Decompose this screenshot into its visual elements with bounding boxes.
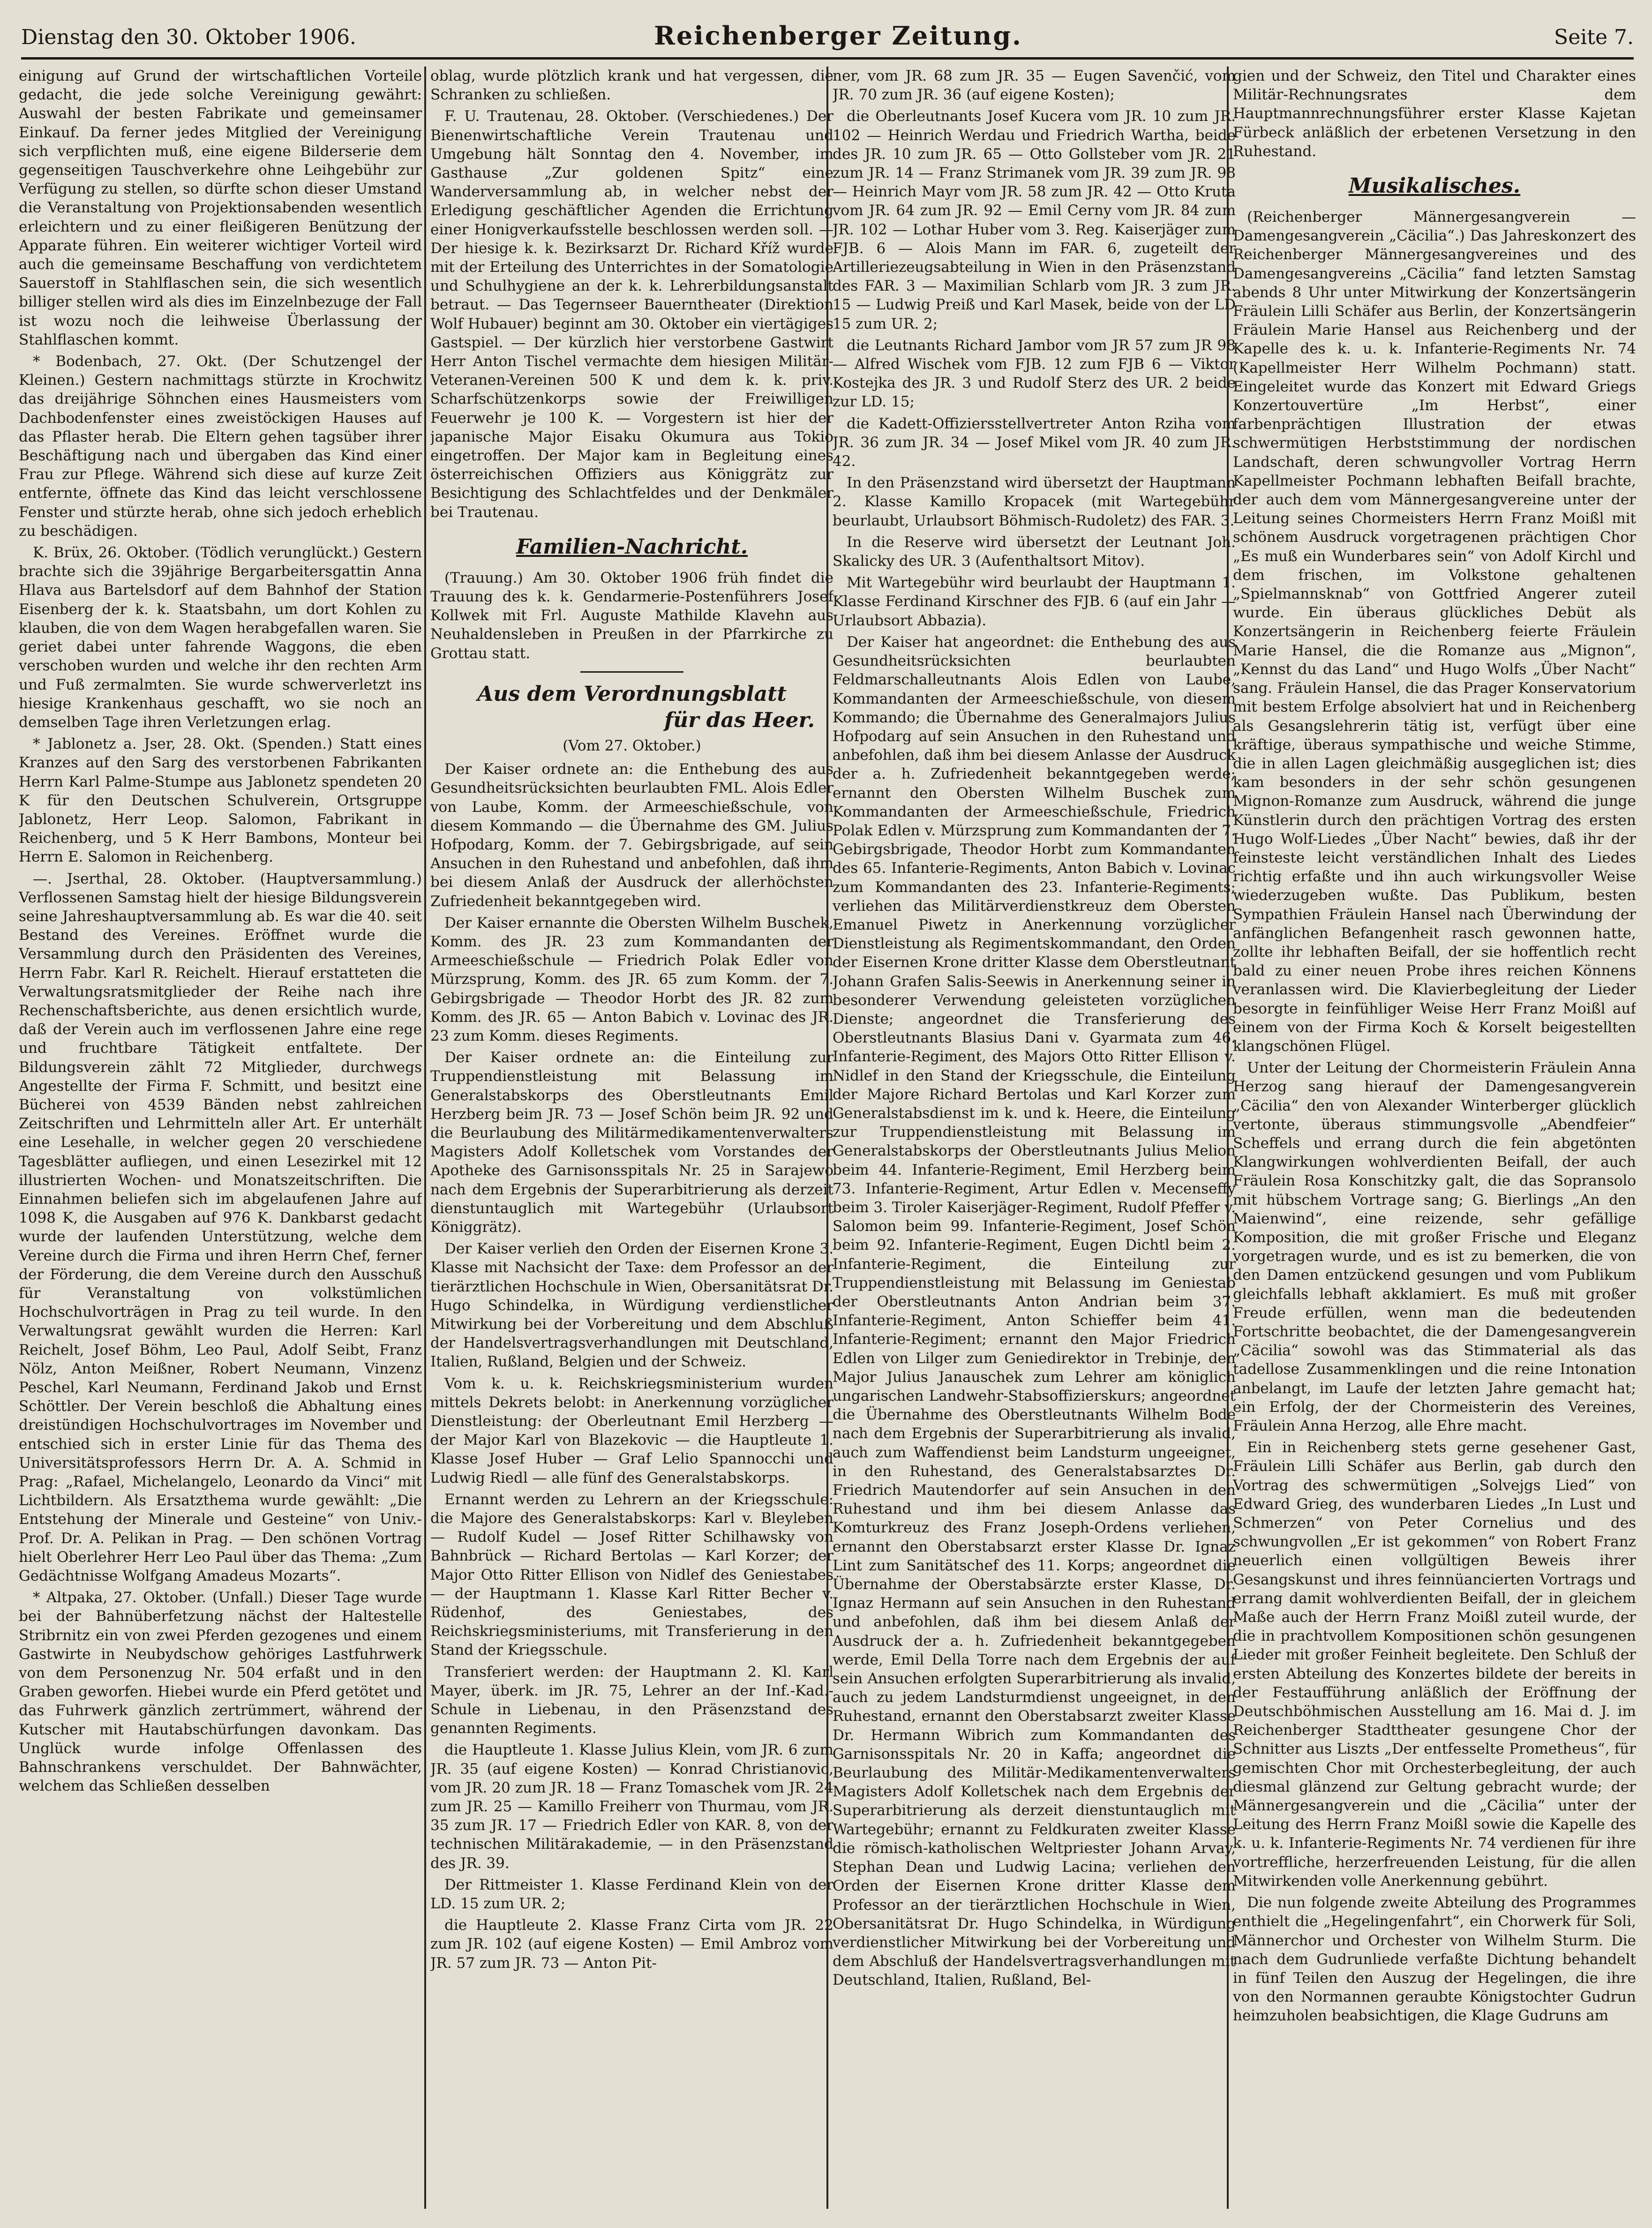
article-paragraph: die Oberleutnants Josef Kucera vom JR. 10 zum JR. 102 — Heinrich Werdau und Friedrich Wartha, beide des JR. 10 zum JR. 65 — Otto Gollsteber vom JR. 21 zum JR. 14 — Franz Strimanek vom JR. 39 zum JR. 98 — Heinrich Mayr vom JR. 58 zum JR. 42 — Otto Kruta vom JR. 64 zum JR. 92 — Emil Cerny vom JR. 84 zum JR. 102 — Lothar Huber vom 3. Reg. Kaiserjäger zum FJB. 6 — Alois Mann im FAR. 6, zugeteilt der Artilleriezeugsabteilung in Wien in den Präsenzstand des FAR. 3 — Maximilian Schlarb vom JR. 3 zum JR. 15 — Ludwig Preiß und Karl Masek, beide von der LD 15 zum UR. 2; [833,108,1236,332]
article-paragraph: Der Kaiser ernannte die Obersten Wilhelm Buschek, Komm. des JR. 23 zum Kommandanten der Armeeschießschule — Friedrich Polak Edler von Mürzsprung, Komm. des JR. 65 zum Komm. der 7. Gebirgsbrigade — Theodor Horbt des JR. 82 zum Komm. des JR. 65 — Anton Babich v. Lovinac des JR. 23 zum Komm. dieses Regiments. [430,914,834,1044]
article-paragraph: Der Kaiser verlieh den Orden der Eisernen Krone 3. Klasse mit Nachsicht der Taxe: dem Professor an der tierärztlichen Hochschule in Wien, Obersanitätsrat Dr. Hugo Schindelka, in Würdigung verdienstlicher Mitwirkung bei der Vorbereitung und dem Abschluß der Handelsvertragsverhandlungen mit Deutschland, Italien, Rußland, Belgien und der Schweiz. [430,1240,834,1371]
section-heading-verordnungsblatt-2: für das Heer. [664,708,815,732]
article-paragraph: Der Kaiser ordnete an: die Enthebung des aus Gesundheitsrücksichten beurlaubten FML. Alois Edler von Laube, Komm. der Armeeschießschule, von diesem Kommando — die Übernahme des GM. Julius Hofpodarg, Komm. der 7. Gebirgsbrigade, auf sein Ansuchen in den Ruhestand und anbefohlen, daß ihm bei diesem Anlaß der Ausdruck der allerhöchsten Zufriedenheit bekanntgegeben wird. [430,761,834,910]
article-paragraph: * Bodenbach, 27. Okt. (Der Schutzengel der Kleinen.) Gestern nachmittags stürzte in Krochwitz das dreijährige Söhnchen eines Hausmeisters vom Dachbodenfenster eines zweistöckigen Hauses auf das Pflaster herab. Die Eltern gehen tagsüber ihrer Beschäftigung nach und übergaben das Kind einer Frau zur Pflege. Während sich diese auf kurze Zeit entfernte, öffnete das Kind das leicht verschlossene Fenster und stürzte herab, ohne sich jedoch erheblich zu beschädigen. [19,353,422,540]
column-2 [430,67,834,2209]
article-paragraph: die Hauptleute 2. Klasse Franz Cirta vom JR. 22 zum JR. 102 (auf eigene Kosten) — Emil Ambroz vom JR. 57 zum JR. 73 — Anton Pit- [430,1917,834,1972]
column-3 [833,67,1236,2209]
column-1 [19,67,422,2209]
article-paragraph: Die nun folgende zweite Abteilung des Programmes enthielt die „Hegelingenfahrt“, ein Chorwerk für Soli, Männerchor und Orchester von Wilhelm Sturm. Die nach dem Gudrunliede verfaßte Dichtung behandelt in fünf Teilen den Auszug der Hegelingen, die ihre von den Normannen geraubte Königstochter Gudrun heimzuholen beabsichtigen, die Klage Gudruns am [1233,1894,1636,2025]
article-paragraph: * Altpaka, 27. Oktober. (Unfall.) Dieser Tage wurde bei der Bahnüberfetzung nächst der Haltestelle Stribrnitz ein von zwei Pferden gezogenes und einem Gastwirte in Neubydschow gehöriges Lastfuhrwerk von dem Personenzug Nr. 504 erfaßt und in den Graben geworfen. Hiebei wurde ein Pferd getötet und das Fuhrwerk gänzlich zertrümmert, während der Kutscher mit Hautabschürfungen davonkam. Das Unglück wurde infolge Offenlassen des Bahnschrankens verschuldet. Der Bahnwächter, welchem das Schließen desselben [19,1589,422,1795]
header-rule [21,57,1634,60]
column-4 [1233,67,1636,2209]
page-number: Seite 7. [1554,25,1634,49]
article-paragraph: ner, vom JR. 68 zum JR. 35 — Eugen Savenčić, vom JR. 70 zum JR. 36 (auf eigene Kosten); [833,68,1236,104]
article-paragraph: (Trauung.) Am 30. Oktober 1906 früh findet die Trauung des k. k. Gendarmerie-Postenführers Josef Kollwek mit Frl. Auguste Mathilde Klavehn aus Neuhaldensleben in Preußen in der Pfarrkirche zu Grottau statt. [430,569,834,662]
article-paragraph: (Reichenberger Männergesangverein — Damengesangverein „Cäcilia“.) Das Jahreskonzert des Reichenberger Männergesangvereines und des Damengesangvereins „Cäcilia“ fand letzten Samstag abends 8 Uhr unter Mitwirkung der Konzertsängerin Fräulein Lilli Schäfer aus Berlin, der Konzertsängerin Fräulein Marie Hansel aus Reichenberg und der Kapelle des k. u. k. Infanterie-Regiments Nr. 74 (Kapellmeister Herr Wilhelm Pochmann) statt. Eingeleitet wurde das Konzert mit Edward Griegs Konzertouvertüre „Im Herbst“, einer farbenprächtigen Illustration der etwas schwermütigen Herbststimmung der nordischen Landschaft, deren schwungvoller Vortrag Herrn Kapellmeister Pochmann lebhaften Beifall brachte, der auch dem vom Männergesangvereine unter der Leitung seines Chormeisters Herrn Franz Moißl mit schönem Ausdruck vorgetragenen prächtigen Chor „Es muß ein Wunderbares sein“ von Adolf Kirchl und dem frischen, im Volkstone gehaltenen „Spielmannsknab“ von Gottfried Angerer zuteil wurde. Ein überaus glückliches Debüt als Konzertsängerin in Reichenberg feierte Fräulein Marie Hansel, die die Romanze aus „Mignon“, „Kennst du das Land“ und Hugo Wolfs „Über Nacht“ sang. Fräulein Hansel, die das Prager Konservatorium mit bestem Erfolge absolviert hat und in Reichenberg als Gesangslehrerin tätig ist, verfügt über eine kräftige, überaus sympathische und weiche Stimme, die in allen Lagen gleichmäßig ausgeglichen ist; dies kam besonders in der sehr schön gesungenen Mignon-Romanze zum Ausdruck, während die junge Künstlerin durch den prächtigen Vortrag des ersten Hugo Wolf-Liedes „Über Nacht“ bewies, daß ihr der feinsteste leicht verständlichen Inhalt des Liedes richtig erfaßte und ihn auch wirkungsvoller Weise wiederzugeben wußte. Das Publikum, besten Sympathien Fräulein Hansel nach Überwindung der anfänglichen Befangenheit rasch gewonnen hatte, zollte ihr lebhaften Beifall, der sie hoffentlich recht bald zu einer neuen Probe ihres reichen Könnens veranlassen wird. Die Klavierbegleitung der Lieder besorgte in feinfühliger Weise Herr Franz Moißl auf einem von der Firma Koch & Korselt beigestellten klangschönen Flügel. [1233,209,1636,1055]
section-heading-music: Musikalisches. [1348,174,1521,198]
article-paragraph: Ernannt werden zu Lehrern an der Kriegsschule: die Majore des Generalstabskorps: Karl v. Bleyleben — Rudolf Kudel — Josef Ritter Schilhawsky von Bahnbrück — Richard Bertolas — Karl Korzer; der Major Otto Ritter Ellison von Nidlef des Geniestabes — der Hauptmann 1. Klasse Karl Ritter Becher v. Rüdenhof, des Geniestabes, des Reichskriegsministeriums, mit Transferierung in den Stand der Kriegsschule. [430,1491,834,1659]
article-paragraph: F. U. Trautenau, 28. Oktober. (Verschiedenes.) Der Bienenwirtschaftliche Verein Trautenau und Umgebung hält Sonntag den 4. November, im Gasthause „Zur goldenen Spitz“ eine Wanderversammlung ab, in welcher nebst der Erledigung geschäftlicher Agenden die Errichtung einer Honigverkaufsstelle beschlossen werden soll. — Der hiesige k. k. Bezirksarzt Dr. Richard Kříž wurde mit der Erteilung des Unterrichtes in der Somatologie und Schulhygiene an der k. k. Lehrerbildungsanstalt betraut. — Das Tegernseer Bauerntheater (Direktion Wolf Hubauer) beginnt am 30. Oktober ein viertägiges Gastspiel. — Der kürzlich hier verstorbene Gastwirt Herr Anton Tischel vermachte dem hiesigen Militär-Veteranen-Vereinen 500 K und dem k. k. priv. Scharfschützenkorps sowie der Freiwilligen Feuerwehr je 100 K. — Vorgestern ist hier der japanische Major Eisaku Okumura aus Tokio eingetroffen. Der Major kam in Begleitung eines österreichischen Offiziers aus Königgrätz zur Besichtigung des Schlachtfeldes und der Denkmäler bei Trautenau. [430,108,834,521]
section-rule [580,671,683,673]
section-date: (Vom 27. Oktober.) [563,737,701,754]
article-paragraph: Der Rittmeister 1. Klasse Ferdinand Klein von der LD. 15 zum UR. 2; [430,1876,834,1913]
article-paragraph: Ein in Reichenberg stets gerne gesehener Gast, Fräulein Lilli Schäfer aus Berlin, gab durch den Vortrag des schwermütigen „Solvejgs Lied“ von Edward Grieg, des wunderbaren Liedes „In Lust und Schmerzen“ von Peter Cornelius und des schwungvollen „Er ist gekommen“ von Robert Franz neuerlich einen vollgültigen Beweis ihrer Gesangskunst und ihres feinnüancierten Vortrags und errang damit wohlverdienten Beifall, der in gleichem Maße auch der Herrn Franz Moißl zuteil wurde, der die in prachtvollem Kompositionen schön gesungenen Lieder mit großer Feinheit begleitete. Den Schluß der ersten Abteilung des Konzertes bildete der bereits in der Festaufführung anläßlich der Eröffnung der Deutschböhmischen Ausstellung am 16. Mai d. J. im Reichenberger Stadttheater gesungene Chor der Schnitter aus Liszts „Der entfesselte Prometheus“, für gemischten Chor mit Orchesterbegleitung, der auch diesmal glänzend zur Geltung gebracht wurde; der Männergesangverein und die „Cäcilia“ unter der Leitung des Herrn Franz Moißl sowie die Kapelle des k. u. k. Infanterie-Regiments Nr. 74 verdienen für ihre vortreffliche, herzerfreuenden Leistung, für die allen Mitwirkenden volle Anerkennung gebührt. [1233,1439,1636,1890]
article-paragraph: einigung auf Grund der wirtschaftlichen Vorteile gedacht, die jede solche Vereinigung gewährt: Auswahl der besten Fabrikate und gemeinsamer Einkauf. Da ferner jedes Mitglied der Vereinigung sich verpflichten muß, eine eigene Bilderserie dem gegenseitigen Tauschverkehre ohne Leihgebühr zur Verfügung zu stellen, so dürfte schon dieser Umstand die Veranstaltung von Projektionsabenden wesentlich erleichtern und zu einer fleißigeren Benützung der Apparate führen. Ein weiterer wichtiger Vorteil wird auch die gemeinsame Beschaffung von verdichtetem Sauerstoff in Stahlflaschen sein, die sich wesentlich billiger stellen wird als dies im Einzelnbezuge der Fall ist wozu noch die leihweise Überlassung der Stahlflaschen kommt. [19,68,422,348]
article-paragraph: gien und der Schweiz, den Titel und Charakter eines Militär-Rechnungsrates dem Hauptmannrechnungsführer erster Klasse Kajetan Fürbeck anläßlich der erbetenen Versetzung in den Ruhestand. [1233,68,1636,160]
article-paragraph: Der Kaiser hat angeordnet: die Enthebung des aus Gesundheitsrücksichten beurlaubten Feldmarschalleutnants Alois Edlen von Laube, Kommandanten der Armeeschießschule, von diesem Kommando; die Übernahme des Generalmajors Julius Hofpodarg auf sein Ansuchen in den Ruhestand und anbefohlen, daß ihm bei diesem Anlasse der Ausdruck der a. h. Zufriedenheit bekanntgegeben werde; ernannt den Obersten Wilhelm Buschek zum Kommandanten der Armeeschießschule, Friedrich Polak Edlen v. Mürzsprung zum Kommandanten der 7. Gebirgsbrigade, Theodor Horbt zum Kommandanten des 65. Infanterie-Regiments, Anton Babich v. Lovinac zum Kommandanten des 23. Infanterie-Regiments; verliehen das Militärverdienstkreuz dem Obersten Emanuel Piwetz in Anerkennung vorzüglicher Dienstleistung als Regimentskommandant, den Orden der Eisernen Krone dritter Klasse dem Oberstleutnant Johann Grafen Salis-Seewis in Anerkennung seiner in besonderer Verwendung geleisteten vorzüglichen Dienste; angeordnet die Transferierung des Oberstleutnants Blasius Dani v. Gyarmata zum 46. Infanterie-Regiment, des Majors Otto Ritter Ellison v. Nidlef in den Stand der Kriegsschule, die Einteilung der Majore Richard Bertolas und Karl Korzer zum Generalstabsdienst im k. und k. Heere, die Einteilung zur Truppendienstleistung mit Belassung im Generalstabskorps der Oberstleutnants Julius Melion beim 44. Infanterie-Regiment, Emil Herzberg beim 73. Infanterie-Regiment, Artur Edlen v. Mecenseffy beim 3. Tiroler Kaiserjäger-Regiment, Rudolf Pfeffer v. Salomon beim 99. Infanterie-Regiment, Josef Schön beim 92. Infanterie-Regiment, Eugen Dichtl beim 2. Infanterie-Regiment, die Einteilung zur Truppendienstleistung mit Belassung im Geniestab der Oberstleutnants Anton Andrian beim 37. Infanterie-Regiment, Anton Schieffer beim 41. Infanterie-Regiment; ernannt den Major Friedrich Edlen von Lilger zum Geniedirektor in Trebinje, den Major Julius Janauschek zum Lehrer am königlich ungarischen Landwehr-Stabsoffizierskurs; angeordnet die Übernahme des Oberstleutnants Wilhelm Bode nach dem Ergebnis der Superarbitrierung als invalid, auch zum Waffendienst beim Landsturm ungeeignet, in den Ruhestand, des Generalstabsarztes Dr. Friedrich Mautendorfer auf sein Ansuchen in den Ruhestand und ihm bei diesem Anlasse das Komturkreuz des Franz Joseph-Ordens verliehen, ernannt den Oberstabsarzt erster Klasse Dr. Ignaz Lint zum Sanitätschef des 11. Korps; angeordnet die Übernahme der Oberstabsärzte erster Klasse, Dr. Ignaz Hermann auf sein Ansuchen in den Ruhestand und anbefohlen, daß ihm bei diesem Anlaß der Ausdruck der a. h. Zufriedenheit bekanntgegeben werde, Emil Della Torre nach dem Ergebnis der auf sein Ansuchen erfolgten Superarbitrierung als invalid, auch zu jedem Landsturmdienst ungeeignet, in den Ruhestand, ernannt den Oberstabsarzt zweiter Klasse Dr. Hermann Wibrich zum Kommandanten des Garnisonsspitals Nr. 20 in Kaffa; angeordnet die Beurlaubung des Militär-Medikamentenverwalters Magisters Adolf Kolletschek nach dem Ergebnis der Superarbitrierung als derzeit dienstuntauglich mit Wartegebühr; ernannt zu Feldkuraten zweiter Klasse die römisch-katholischen Weltpriester Johann Arvay, Stephan Dean und Ludwig Lacina; verliehen den Orden der Eisernen Krone dritter Klasse dem Professor an der tierärztlichen Hochschule in Wien, Obersanitätsrat Dr. Hugo Schindelka, in Würdigung verdienstlicher Mitwirkung bei der Vorbereitung und dem Abschluß der Handelsvertragsverhandlungen mit Deutschland, Italien, Rußland, Bel- [833,633,1236,1989]
article-paragraph: Transferiert werden: der Hauptmann 2. Kl. Karl Mayer, überk. im JR. 75, Lehrer an der Inf.-Kad.-Schule in Liebenau, in den Präsenzstand des genannten Regiments. [430,1663,834,1737]
article-paragraph: * Jablonetz a. Jser, 28. Okt. (Spenden.) Statt eines Kranzes auf den Sarg des verstorbenen Fabrikanten Herrn Karl Palme-Stumpe aus Jablonetz spendeten 20 K für den Deutschen Schulverein, Ortsgruppe Jablonetz, Herr Leop. Salomon, Fabrikant in Reichenberg, und 5 K Herr Bambons, Monteur bei Herrn E. Salomon in Reichenberg. [19,735,422,866]
article-paragraph: Mit Wartegebühr wird beurlaubt der Hauptmann 1. Klasse Ferdinand Kirschner des FJB. 6 (auf ein Jahr — Urlaubsort Abbazia). [833,574,1236,629]
section-heading-verordnungsblatt: Aus dem Verordnungsblatt [477,682,787,706]
page-header [21,19,1634,61]
article-paragraph: die Kadett-Offiziersstellvertreter Anton Rziha vom JR. 36 zum JR. 34 — Josef Mikel vom JR. 40 zum JR. 42. [833,415,1236,470]
header-date: Dienstag den 30. Oktober 1906. [21,25,356,49]
article-paragraph: In den Präsenzstand wird übersetzt der Hauptmann 2. Klasse Kamillo Kropacek (mit Wartegebühr beurlaubt, Urlaubsort Böhmisch-Rudoletz) des FAR. 3. [833,474,1236,529]
article-paragraph: —. Jserthal, 28. Oktober. (Hauptversammlung.) Verflossenen Samstag hielt der hiesige Bildungsverein seine Jahreshauptversammlung ab. Es war die 40. seit Bestand des Vereines. Eröffnet wurde die Versammlung durch den Präsidenten des Vereines, Herrn Fabr. Karl R. Reichelt. Hierauf erstatteten die Verwaltungsratsmitglieder der Reihe nach ihre Rechenschaftsberichte, aus denen ersichtlich wurde, daß der Verein auch im verflossenen Jahre eine rege und fruchtbare Tätigkeit entfaltete. Der Bildungsverein zählt 72 Mitglieder, durchwegs Angestellte der Firma F. Schmitt, und besitzt eine Bücherei von 4539 Bänden nebst zahlreichen Zeitschriften und Lehrmitteln aller Art. Er unterhält eine Lesehalle, in welcher gegen 20 verschiedene Tagesblätter aufliegen, und einen Lesezirkel mit 12 illustrierten Wochen- und Monatszeitschriften. Die Einnahmen beliefen sich im abgelaufenen Jahre auf 1098 K, die Ausgaben auf 976 K. Dankbarst gedacht wurde der laufenden Unterstützung, welche dem Vereine durch die Firma und ihren Herrn Chef, ferner der Förderung, die dem Vereine durch den Ausschuß für Veranstaltung von volkstümlichen Hochschulvorträgen in Prag zu teil wurde. In den Verwaltungsrat gewählt wurden die Herren: Karl Reichelt, Josef Böhm, Leo Paul, Adolf Seibt, Franz Nölz, Anton Meißner, Robert Neumann, Vinzenz Peschel, Karl Neumann, Ferdinand Jakob und Ernst Schöttler. Der Verein beschloß die Abhaltung eines dreistündigen Hochschulvortrages im November und entschied sich in erster Linie für das Thema des Universitätsprofessors Herrn Dr. A. A. Schmid in Prag: „Rafael, Michelangelo, Leonardo da Vinci“ mit Lichtbildern. Als Ersatzthema wurde gewählt: „Die Entstehung der Minerale und Gesteine“ von Univ.-Prof. Dr. A. Pelikan in Prag. — Den schönen Vortrag hielt Oberlehrer Herr Leo Paul über das Thema: „Zum Gedächtnisse Wolfgang Amadeus Mozarts“. [19,870,422,1585]
section-heading-family: Familien-Nachricht. [516,534,748,559]
article-paragraph: K. Brüx, 26. Oktober. (Tödlich verunglückt.) Gestern brachte sich die 39jährige Bergarbeitersgattin Anna Hlava aus Bartelsdorf auf dem Bahnhof der Station Eisenberg der k. k. Staatsbahn, um dort Kohlen zu klauben, die von dem Wagen herabgefallen waren. Sie geriet dabei unter fahrende Waggons, die eben verschoben wurden und welche ihr den rechten Arm und Fuß zermalmten. Sie wurde schwerverletzt ins hiesige Krankenhaus geschafft, wo sie noch an demselben Tage ihren Verletzungen erlag. [19,544,422,731]
article-paragraph: Der Kaiser ordnete an: die Einteilung zur Truppendienstleistung mit Belassung im Generalstabskorps des Oberstleutnants Emil Herzberg beim JR. 73 — Josef Schön beim JR. 92 und die Beurlaubung des Militärmedikamentenverwalters Magisters Adolf Kolletschek vom Vorstandes der Apotheke des Garnisonsspitals Nr. 25 in Sarajewo nach dem Ergebnis der Superarbitrierung als derzeit dienstuntauglich mit Wartegebühr (Urlaubsort Königgrätz). [430,1049,834,1236]
article-paragraph: Vom k. u. k. Reichskriegsministerium wurden mittels Dekrets belobt: in Anerkennung vorzüglicher Dienstleistung: der Oberleutnant Emil Herzberg — der Major Karl von Blazekovic — die Hauptleute 1. Klasse Josef Huber — Graf Lelio Spannocchi und Ludwig Riedl — alle fünf des Generalstabskorps. [430,1375,834,1486]
masthead-title: Reichenberger Zeitung. [654,21,1022,51]
article-paragraph: oblag, wurde plötzlich krank und hat vergessen, die Schranken zu schließen. [430,68,834,104]
column-divider [424,67,426,2209]
article-paragraph: Unter der Leitung der Chormeisterin Fräulein Anna Herzog sang hierauf der Damengesangverein „Cäcilia“ den von Alexander Winterberger glücklich vertonte, überaus stimmungsvolle „Abendfeier“ Scheffels und errang durch die fein abgetönten Klangwirkungen wohlverdienten Beifall, der auch Fräulein Rosa Konschitzky galt, die das Sopransolo mit hübschem Vortrage sang; G. Bierlings „An den Maienwind“, eine reizende, sehr gefällige Komposition, die mit großer Frische und Eleganz vorgetragen wurde, und es ist zu bemerken, die von den Damen entzückend gesungen und vom Publikum gleichfalls lebhaft akklamiert. Es muß mit großer Freude erfüllen, wenn man die bedeutenden Fortschritte beobachtet, die der Damengesangverein „Cäcilia“ sowohl was das Stimmaterial als das tadellose Zusammenklingen und die reine Intonation anbelangt, im Laufe der letzten Jahre gemacht hat; ein Erfolg, der der Chormeisterin des Vereines, Fräulein Anna Herzog, alle Ehre macht. [1233,1059,1636,1435]
article-paragraph: die Hauptleute 1. Klasse Julius Klein, vom JR. 6 zum JR. 35 (auf eigene Kosten) — Konrad Christianovic, vom JR. 20 zum JR. 18 — Franz Tomaschek vom JR. 24 zum JR. 25 — Kamillo Freiherr von Thurmau, vom JR. 35 zum JR. 17 — Friedrich Edler von KAR. 8, von der technischen Militärakademie, — in den Präsenzstand des JR. 39. [430,1741,834,1872]
article-paragraph: In die Reserve wird übersetzt der Leutnant Joh. Skalicky des UR. 3 (Aufenthaltsort Mitov). [833,533,1236,570]
article-paragraph: die Leutnants Richard Jambor vom JR 57 zum JR 98 — Alfred Wischek vom FJB. 12 zum FJB 6 — Viktor Kostejka des JR. 3 und Rudolf Sterz des UR. 2 beide zur LD. 15; [833,337,1236,411]
